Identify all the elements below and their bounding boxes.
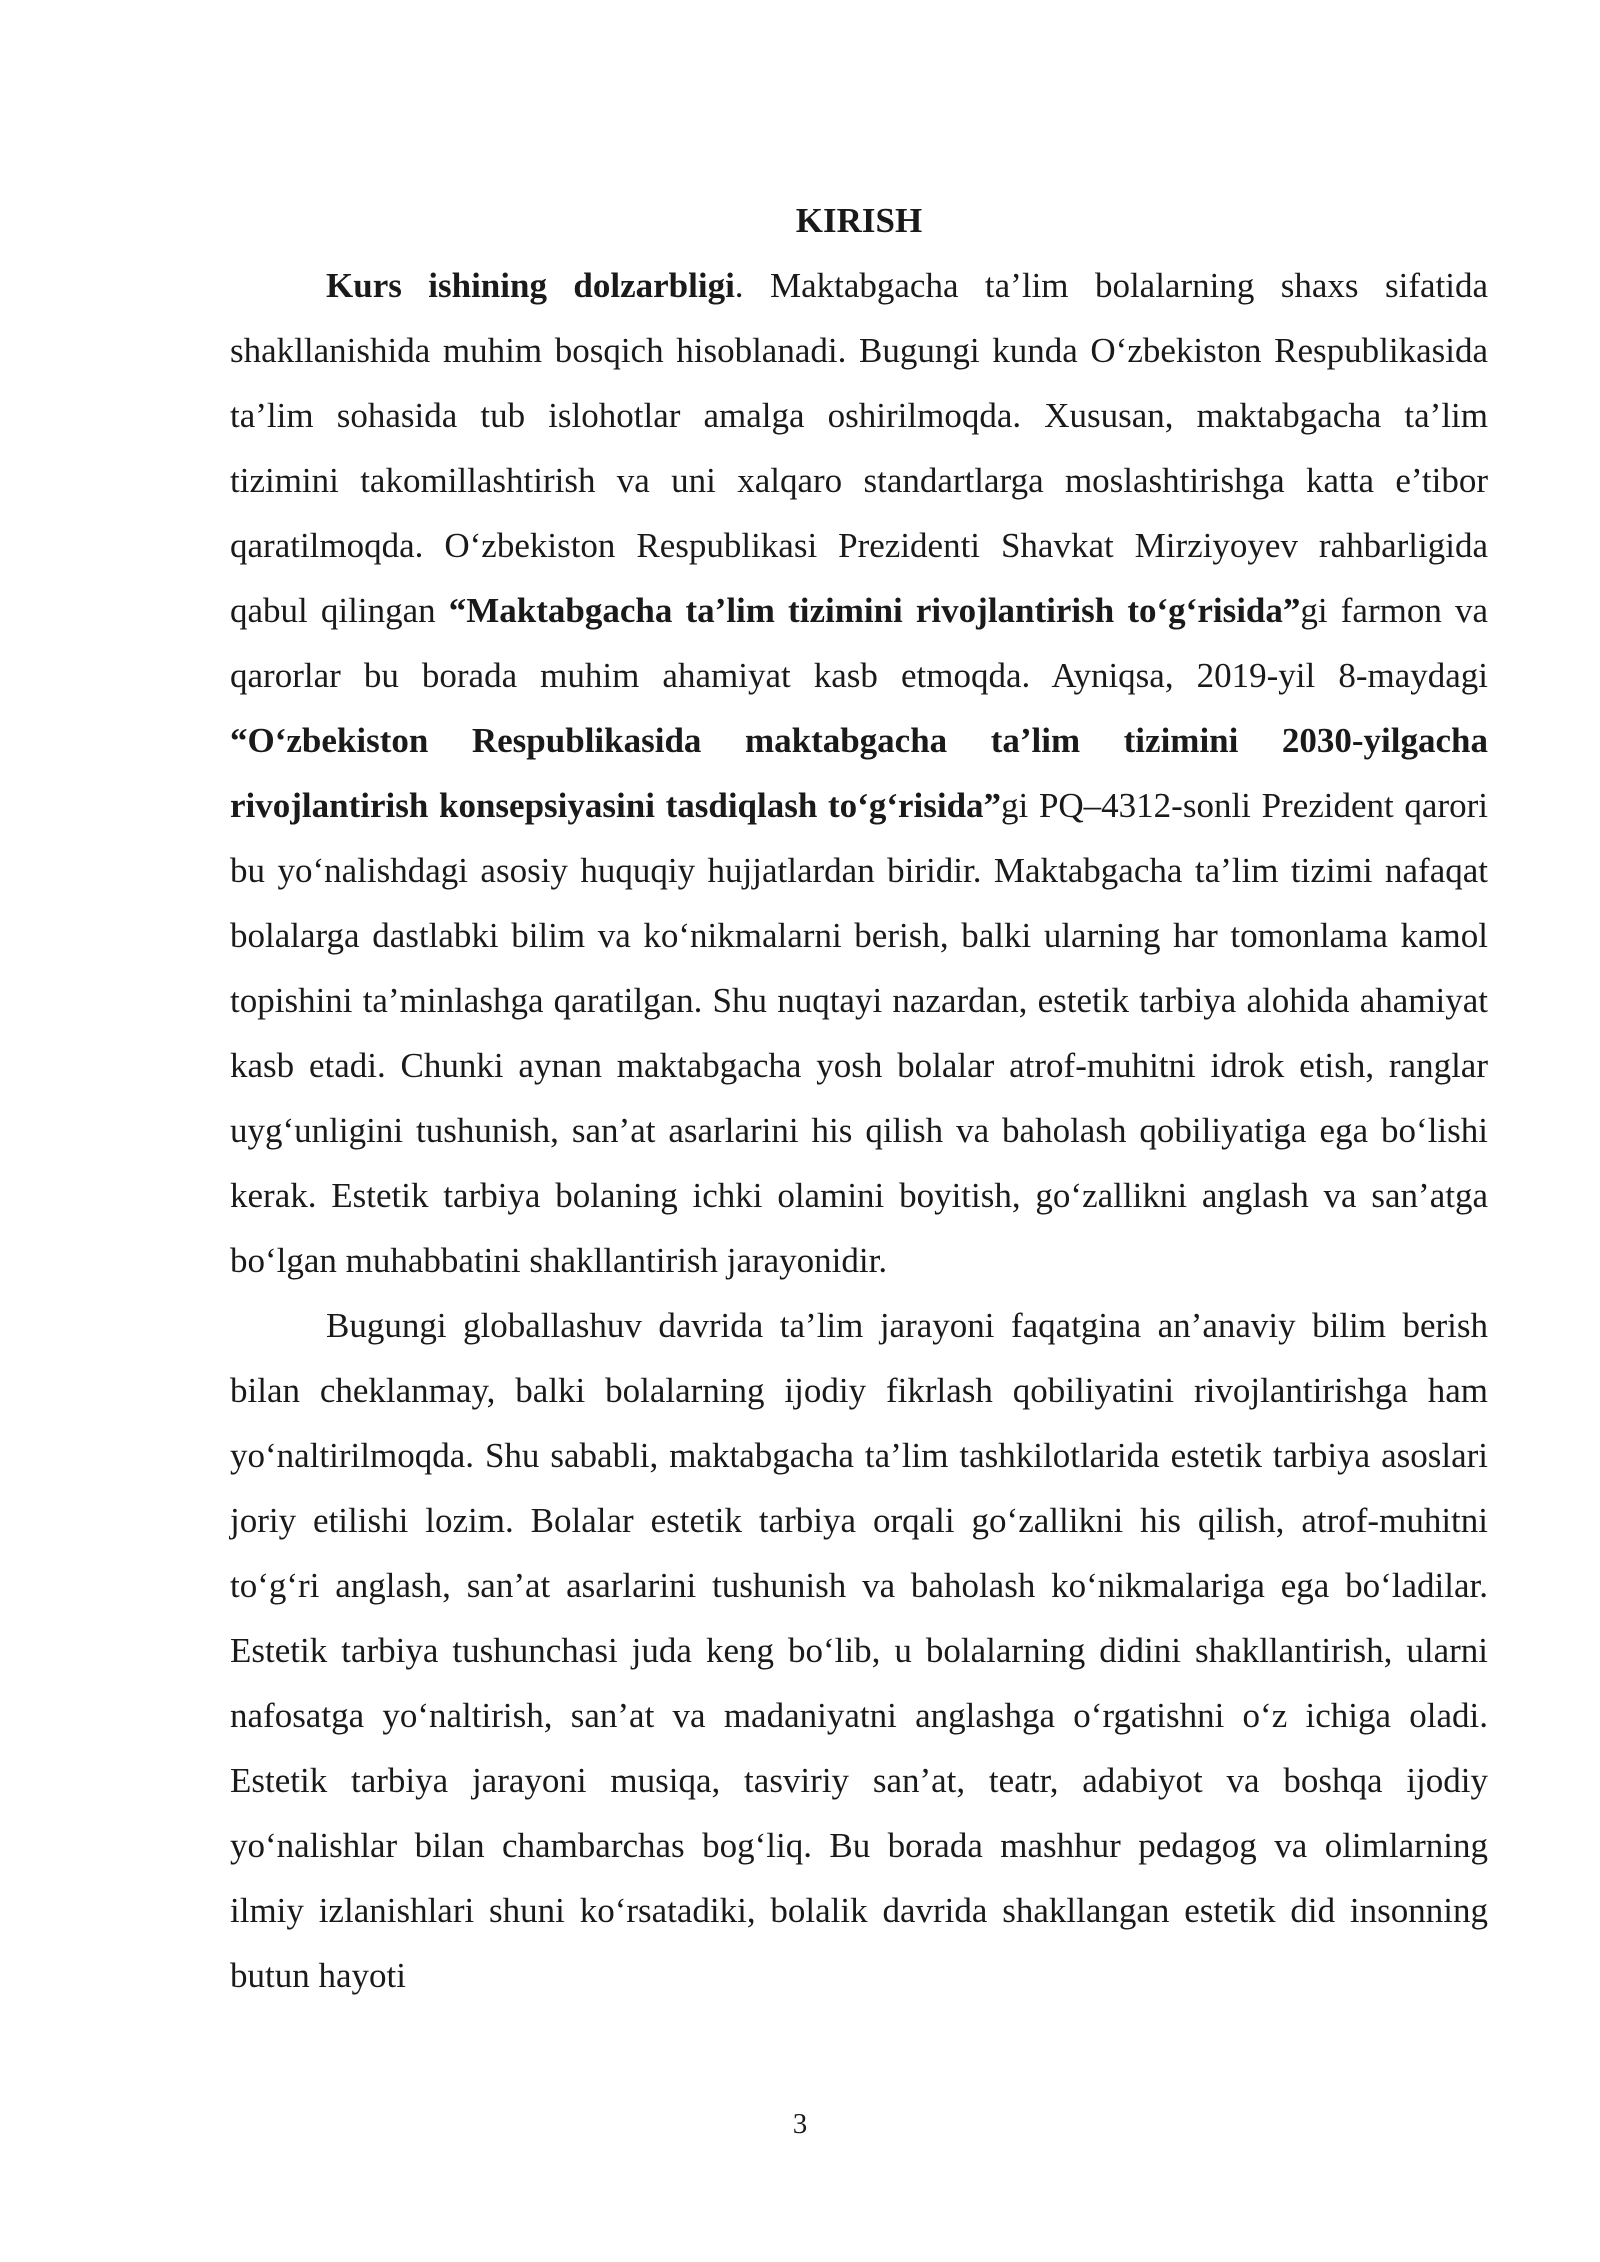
bold-decree-title: “Maktabgacha ta’lim tizimini rivojlantirish to‘g‘risida”: [448, 591, 1301, 630]
bold-resolution-title: “O‘zbekiston Respublikasida maktabgacha ta’lim tizimini 2030-yilgacha rivojlantirish konsepsiyasini tasdiqlash to‘g‘risida”: [230, 721, 1488, 825]
document-page: [230, 188, 1488, 2008]
page-number: 3: [792, 2108, 808, 2140]
paragraph-1-text-a: . Maktabgacha ta’lim bolalarning shaxs sifatida shakllanishida muhim bosqich hisoblanadi. Bugungi kunda O‘zbekiston Respublikasida ta’lim sohasida tub islohotlar amalga oshirilmoqda. Xususan, maktabgacha ta’lim tizimini takomillashtirish va uni xalqaro standartlarga moslashtirishga katta e’tibor qaratilmoqda. O‘zbekiston Respublikasi Prezidenti Shavkat Mirziyoyev rahbarligida qabul qilingan: [230, 266, 1488, 630]
paragraph-1: [230, 253, 1488, 1293]
paragraph-2: Bugungi globallashuv davrida ta’lim jarayoni faqatgina an’anaviy bilim berish bilan cheklanmay, balki bolalarning ijodiy fikrlash qobiliyatini rivojlantirishga ham yo‘naltirilmoqda. Shu sababli, maktabgacha ta’lim tashkilotlarida estetik tarbiya asoslari joriy etilishi lozim. Bolalar estetik tarbiya orqali go‘zallikni his qilish, atrof-muhitni to‘g‘ri anglash, san’at asarlarini tushunish va baholash ko‘nikmalariga ega bo‘ladilar. Estetik tarbiya tushunchasi juda keng bo‘lib, u bolalarning didini shakllantirish, ularni nafosatga yo‘naltirish, san’at va madaniyatni anglashga o‘rgatishni o‘z ichiga oladi. Estetik tarbiya jarayoni musiqa, tasviriy san’at, teatr, adabiyot va boshqa ijodiy yo‘nalishlar bilan chambarchas bog‘liq. Bu borada mashhur pedagog va olimlarning ilmiy izlanishlari shuni ko‘rsatadiki, bolalik davrida shakllangan estetik did insonning butun hayoti: [230, 1306, 1488, 1995]
paragraph-1-text-b: gi farmon va qarorlar bu borada muhim ahamiyat kasb etmoqda. Ayniqsa, 2019-yil 8-maydagi: [230, 591, 1489, 695]
paragraph-1-text-c: gi PQ–4312-sonli Prezident qarori bu yo‘nalishdagi asosiy huquqiy hujjatlardan biridir. Maktabgacha ta’lim tizimi nafaqat bolalarga dastlabki bilim va ko‘nikmalarni berish, balki ularning har tomonlama kamol topishini ta’minlashga qaratilgan. Shu nuqtayi nazardan, estetik tarbiya alohida ahamiyat kasb etadi. Chunki aynan maktabgacha yosh bolalar atrof-muhitni idrok etish, ranglar uyg‘unligini tushunish, san’at asarlarini his qilish va baholash qobiliyatiga ega bo‘lishi kerak. Estetik tarbiya bolaning ichki olamini boyitish, go‘zallikni anglash va san’atga bo‘lgan muhabbatini shakllantirish jarayonidir.: [230, 786, 1488, 1280]
bold-lead-phrase: Kurs ishining dolzarbligi: [326, 266, 735, 305]
section-heading: KIRISH: [795, 201, 923, 240]
